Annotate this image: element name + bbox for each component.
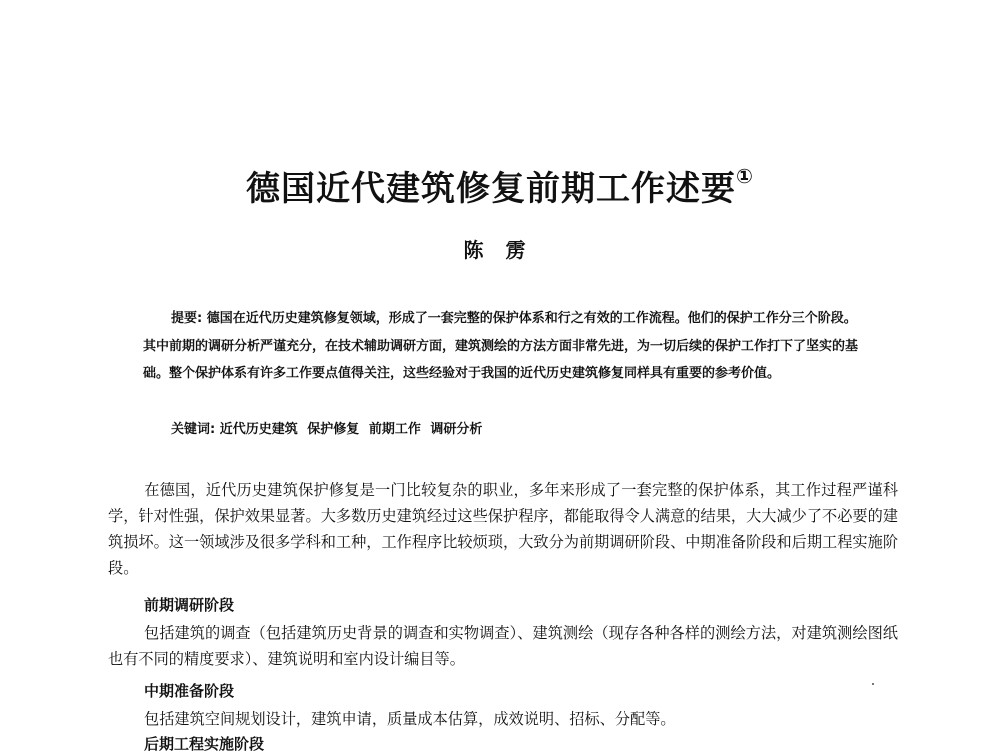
- keyword-item: 调研分析: [430, 422, 483, 437]
- section-text-early: 包括建筑的调查（包括建筑历史背景的调查和实物调查）、建筑测绘（现存各种各样的测绘方法，对建筑测绘图纸也有不同的精度要求）、建筑说明和室内设计编目等。: [108, 624, 898, 668]
- keywords: [171, 418, 487, 437]
- section-heading-late: 后期工程实施阶段: [144, 735, 265, 753]
- title-text: 德国近代建筑修复前期工作述要: [246, 168, 737, 209]
- intro-text: 在德国，近代历史建筑保护修复是一门比较复杂的职业，多年来形成了一套完整的保护体系，其工作过程严谨科学，针对性强，保护效果显著。大多数历史建筑经过这些保护程序，都能取得令人满意的结果，大大减少了不必要的建筑损坏。这一领域涉及很多学科和工种，工作程序比较烦琐，大致分为前期调研阶段、中期准备阶段和后期工程实施阶段。: [108, 481, 898, 577]
- keyword-item: 保护修复: [307, 422, 360, 437]
- intro-paragraph: [108, 477, 898, 581]
- abstract-label: 提要:: [171, 311, 203, 326]
- section-paragraph-middle: 包括建筑空间规划设计，建筑申请，质量成本估算，成效说明、招标、分配等。: [144, 710, 676, 728]
- keyword-item: 近代历史建筑: [219, 422, 298, 437]
- title-footnote-marker: ①: [736, 164, 754, 189]
- paper-title: [0, 161, 1000, 210]
- abstract-text: 德国在近代历史建筑修复领域，形成了一套完整的保护体系和行之有效的工作流程。他们的保护工作分三个阶段。其中前期的调研分析严谨充分，在技术辅助调研方面，建筑测绘的方法方面非常先进，为一切后续的保护工作打下了坚实的基础。整个保护体系有许多工作要点值得关注，这些经验对于我国的近代历史建筑修复同样具有重要的参考价值。: [143, 311, 859, 381]
- author-name: 陈雳: [463, 238, 548, 262]
- section-heading-early: 前期调研阶段: [144, 596, 235, 614]
- scan-speck: [872, 683, 874, 685]
- section-heading-middle: 中期准备阶段: [144, 682, 235, 700]
- keyword-item: 前期工作: [368, 422, 421, 437]
- abstract: [143, 305, 865, 388]
- section-paragraph-early: [108, 620, 898, 672]
- keywords-label: 关键词:: [171, 422, 216, 437]
